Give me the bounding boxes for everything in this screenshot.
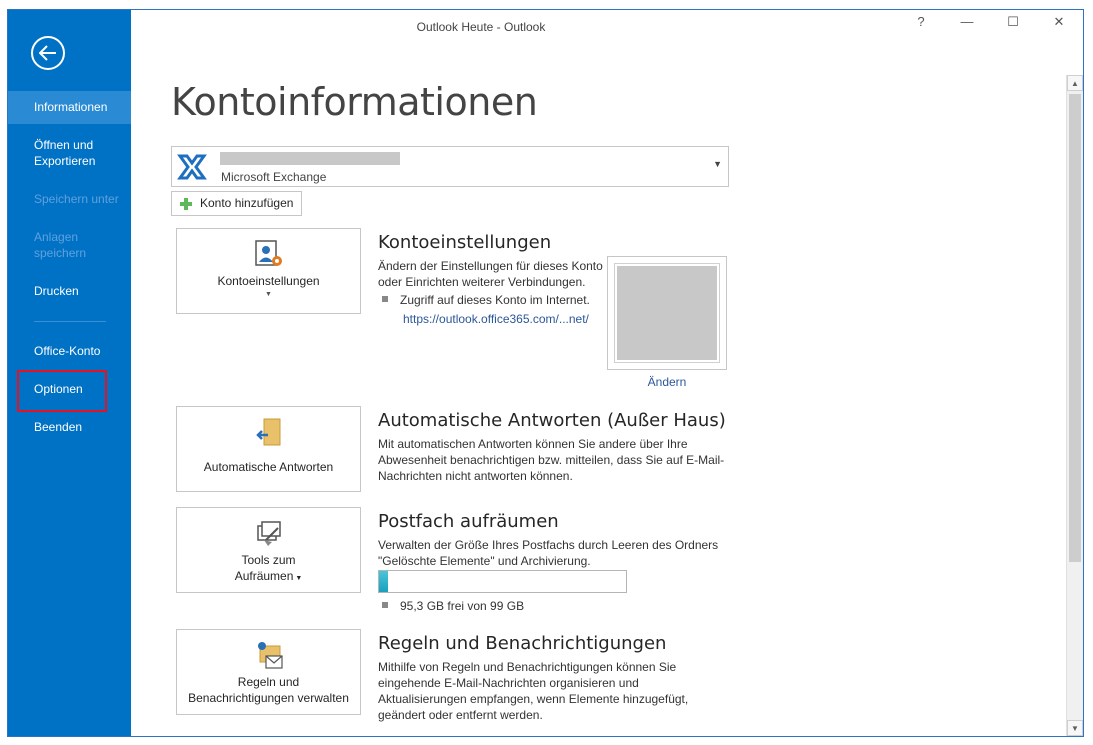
- cleanup-tools-tile[interactable]: [176, 507, 361, 593]
- back-button[interactable]: [31, 36, 65, 70]
- storage-text: 95,3 GB frei von 99 GB: [400, 599, 525, 613]
- chevron-down-icon: ▼: [713, 159, 722, 169]
- web-access-text: Zugriff auf dieses Konto im Internet.: [400, 293, 590, 307]
- vertical-scrollbar[interactable]: [1066, 75, 1083, 736]
- sidebar-divider: [34, 321, 106, 322]
- account-settings-desc-2: oder Einrichten weiterer Verbindungen.: [378, 275, 586, 289]
- nav-beenden[interactable]: Beenden: [34, 420, 83, 434]
- exchange-icon: [177, 152, 207, 182]
- chevron-down-icon: ▼: [293, 575, 303, 582]
- mailbox-usage-bar: [378, 570, 627, 593]
- cleanup-tools-tile-label-1: Tools zum: [241, 553, 296, 567]
- optionen-highlight: [17, 370, 107, 412]
- plus-icon: [180, 198, 192, 210]
- nav-drucken[interactable]: Drucken: [34, 284, 79, 298]
- account-name-redacted: [220, 152, 400, 165]
- rules-desc-1: Mithilfe von Regeln und Benachrichtigungen können Sie: [378, 660, 677, 674]
- page-title: Kontoinformationen: [171, 80, 538, 124]
- nav-speichern-unter[interactable]: Speichern unter: [34, 192, 119, 206]
- cleanup-tools-tile-label-text: Aufräumen: [234, 569, 294, 583]
- owa-link[interactable]: https://outlook.office365.com/...net/: [403, 312, 589, 326]
- auto-replies-desc-2: Abwesenheit benachrichtigen bzw. mitteilen, dass Sie auf E-Mail-: [378, 453, 725, 467]
- rules-desc-3: Aktualisierungen empfangen, wenn Elemente hinzugefügt,: [378, 692, 689, 706]
- rules-desc-4: geändert oder entfernt werden.: [378, 708, 543, 722]
- web-access-bullet: [382, 292, 590, 308]
- account-settings-desc-1: Ändern der Einstellungen für dieses Konto: [378, 259, 603, 273]
- cleanup-tools-tile-label-2: [177, 568, 360, 587]
- account-settings-icon: [254, 239, 284, 269]
- window-title: Outlook Heute - Outlook: [416, 20, 546, 34]
- profile-photo: [615, 264, 719, 362]
- help-button[interactable]: ?: [917, 14, 925, 29]
- scrollbar-thumb[interactable]: [1069, 94, 1081, 562]
- cleanup-desc-1: Verwalten der Größe Ihres Postfachs durch Leeren des Ordners: [378, 538, 719, 552]
- close-button[interactable]: ✕: [1053, 14, 1065, 29]
- rules-heading: Regeln und Benachrichtigungen: [378, 633, 667, 654]
- account-settings-heading: Kontoeinstellungen: [378, 232, 552, 253]
- auto-replies-icon: [254, 417, 284, 447]
- account-settings-tile[interactable]: [176, 228, 361, 314]
- cleanup-heading: Postfach aufräumen: [378, 511, 559, 532]
- chevron-down-icon: ▼: [265, 291, 272, 298]
- storage-bullet: [382, 598, 524, 614]
- minimize-button[interactable]: —: [960, 14, 974, 29]
- nav-informationen[interactable]: Informationen: [8, 91, 131, 124]
- cleanup-tools-icon: [254, 518, 284, 548]
- rules-tile-label-2: Benachrichtigungen verwalten: [188, 691, 349, 705]
- auto-replies-desc-1: Mit automatischen Antworten können Sie andere über Ihre: [378, 437, 688, 451]
- auto-replies-tile-label: Automatische Antworten: [203, 460, 334, 474]
- account-type: Microsoft Exchange: [221, 170, 327, 184]
- change-photo-link[interactable]: Ändern: [647, 375, 687, 389]
- outlook-window: [7, 9, 1084, 737]
- rules-tile[interactable]: [176, 629, 361, 715]
- bullet-icon: [382, 296, 388, 302]
- backstage-sidebar: [8, 10, 131, 736]
- nav-office-konto[interactable]: Office-Konto: [34, 344, 101, 358]
- back-arrow-icon: [39, 45, 57, 61]
- scroll-up-arrow-icon[interactable]: ▲: [1067, 75, 1083, 91]
- account-selector[interactable]: [171, 146, 729, 187]
- maximize-button[interactable]: ☐: [1007, 14, 1019, 29]
- mailbox-usage-fill: [379, 571, 388, 592]
- rules-desc-2: eingehende E-Mail-Nachrichten organisieren und: [378, 676, 639, 690]
- nav-anlagen-speichern[interactable]: Anlagen speichern: [34, 230, 87, 260]
- rules-icon: [254, 640, 284, 670]
- add-account-button[interactable]: [171, 191, 302, 216]
- rules-tile-label-1: Regeln und: [237, 675, 300, 689]
- scroll-down-arrow-icon[interactable]: ▼: [1067, 720, 1083, 736]
- auto-replies-desc-3: Nachrichten nicht antworten können.: [378, 469, 573, 483]
- nav-optionen[interactable]: Optionen: [34, 382, 83, 396]
- cleanup-desc-2: "Gelöschte Elemente" und Archivierung.: [378, 554, 591, 568]
- add-account-label: Konto hinzufügen: [200, 196, 294, 210]
- nav-oeffnen-exportieren[interactable]: Öffnen und Exportieren: [34, 138, 96, 168]
- account-settings-tile-label: Kontoeinstellungen: [217, 274, 320, 288]
- bullet-icon: [382, 602, 388, 608]
- auto-replies-tile[interactable]: [176, 406, 361, 492]
- profile-photo-frame: [607, 256, 727, 370]
- auto-replies-heading: Automatische Antworten (Außer Haus): [378, 410, 726, 431]
